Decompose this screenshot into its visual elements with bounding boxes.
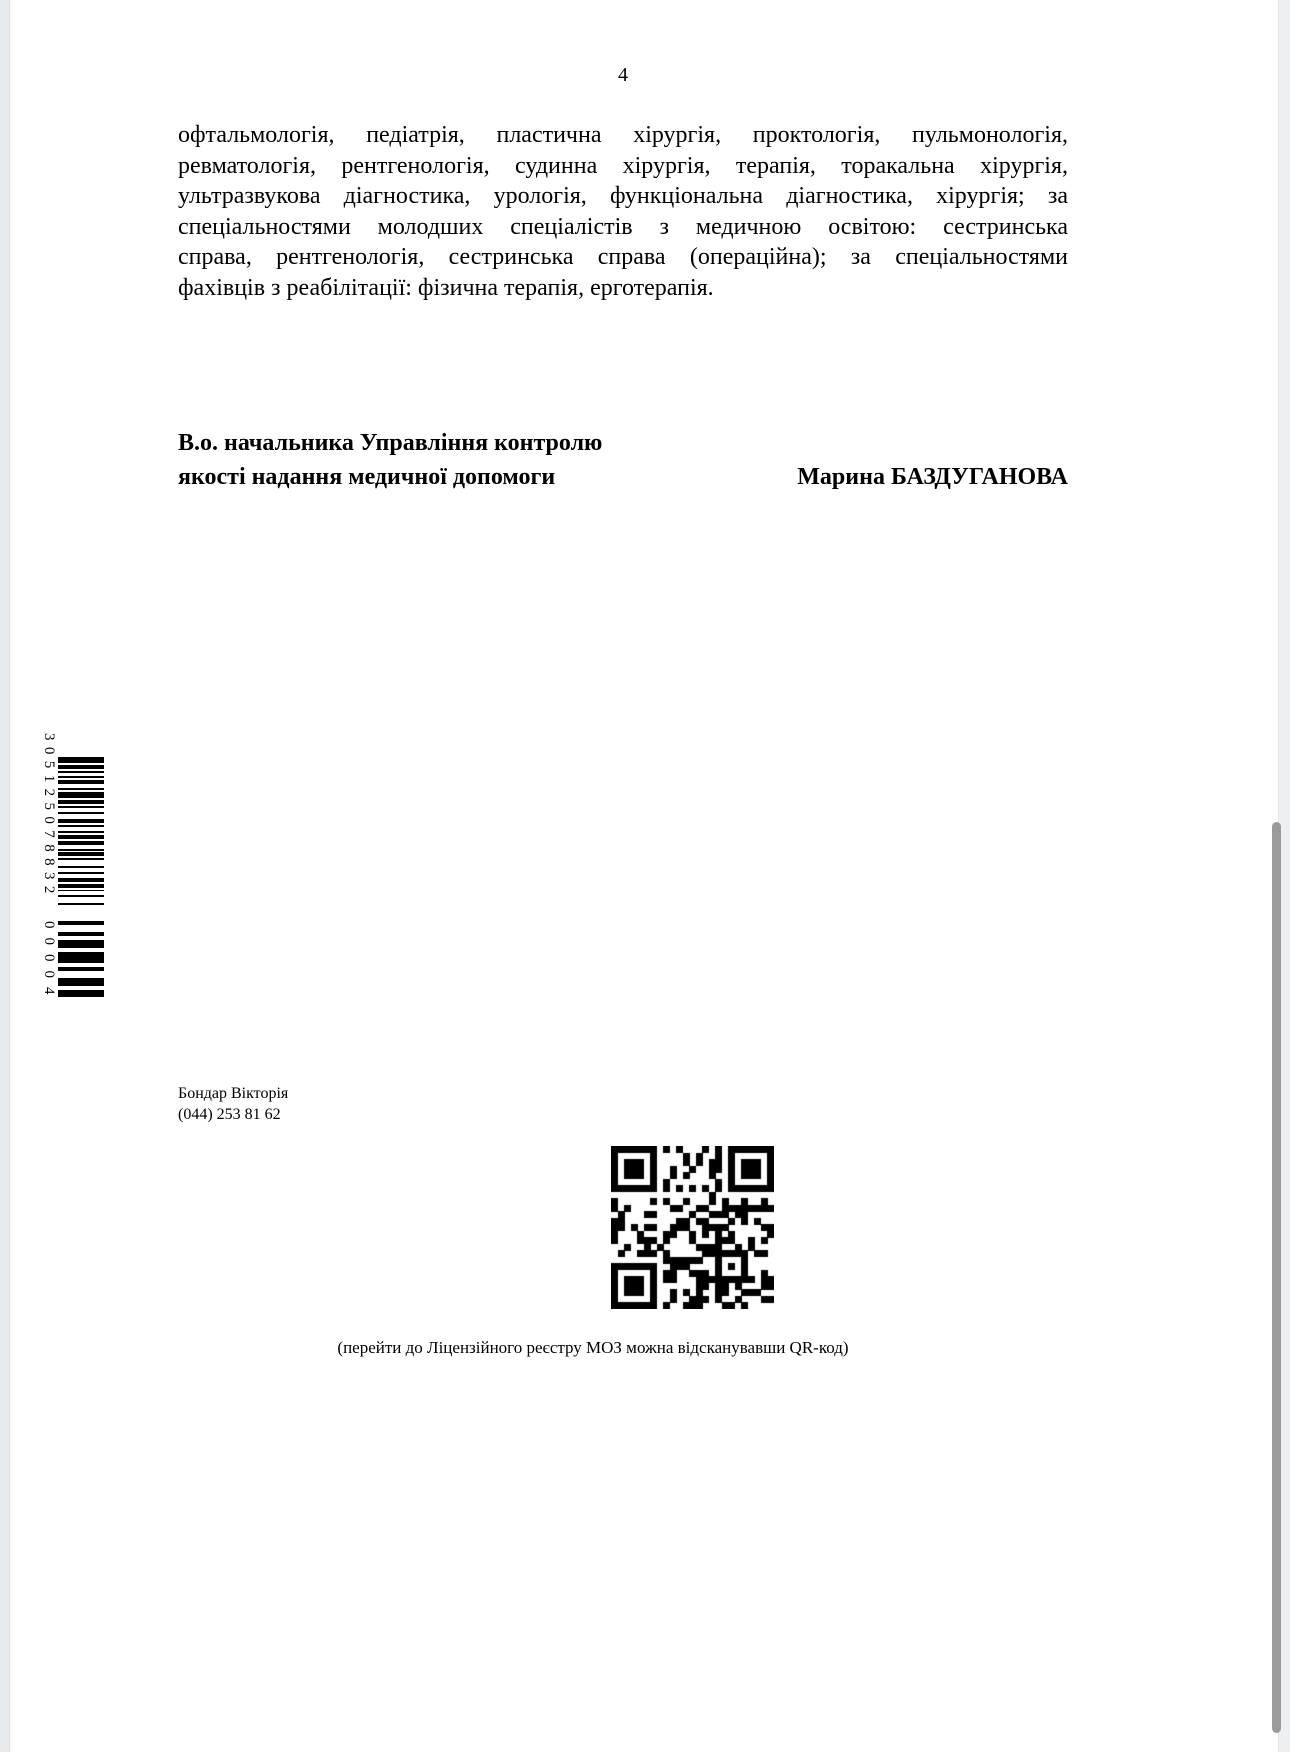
window-left-edge xyxy=(0,0,10,1752)
paragraph-line: офтальмологія, педіатрія, пластична хірургія, проктологія, пульмонологія, xyxy=(178,122,1068,148)
qr-caption: (перейти до Ліцензійного реєстру МОЗ можна відсканувавши QR-код) xyxy=(337,1338,849,1357)
signature-block xyxy=(178,427,1068,494)
paragraph-line: ультразвукова діагностика, урологія, функціональна діагностика, хірургія; за xyxy=(178,183,1068,210)
paragraph-line: фахівців з реабілітації: фізична терапія, ерготерапія. xyxy=(178,274,714,301)
barcode-supplement-bars xyxy=(58,921,104,1001)
barcode xyxy=(40,733,104,1004)
contact-person-name: Бондар Вікторія xyxy=(178,1085,289,1102)
body-paragraph xyxy=(178,120,1068,304)
paragraph-line: ревматологія, рентгенологія, судинна хірургія, терапія, торакальна хірургія, xyxy=(178,152,1068,179)
contact-phone: (044) 253 81 62 xyxy=(178,1106,281,1123)
paragraph-line: спеціальностями молодших спеціалістів з медичною освітою: сестринська xyxy=(178,213,1068,240)
signatory-title-line2: якості надання медичної допомоги xyxy=(178,463,556,490)
qr-code-icon xyxy=(611,1146,774,1309)
signatory-title-line1: В.о. начальника Управління контролю xyxy=(178,430,603,456)
barcode-main-digits: 305125078832 xyxy=(41,733,57,900)
barcode-supplement-digits: 00004 xyxy=(41,921,57,1004)
page-number: 4 xyxy=(618,64,628,86)
barcode-icon xyxy=(40,733,104,1004)
contact-block xyxy=(178,1083,288,1125)
signatory-name: Марина БАЗДУГАНОВА xyxy=(797,463,1068,490)
paragraph-line: справа, рентгенологія, сестринська справа (операційна); за спеціальностями xyxy=(178,244,1068,271)
scrollbar-thumb[interactable] xyxy=(1272,822,1281,1733)
barcode-main-bars xyxy=(58,757,104,905)
